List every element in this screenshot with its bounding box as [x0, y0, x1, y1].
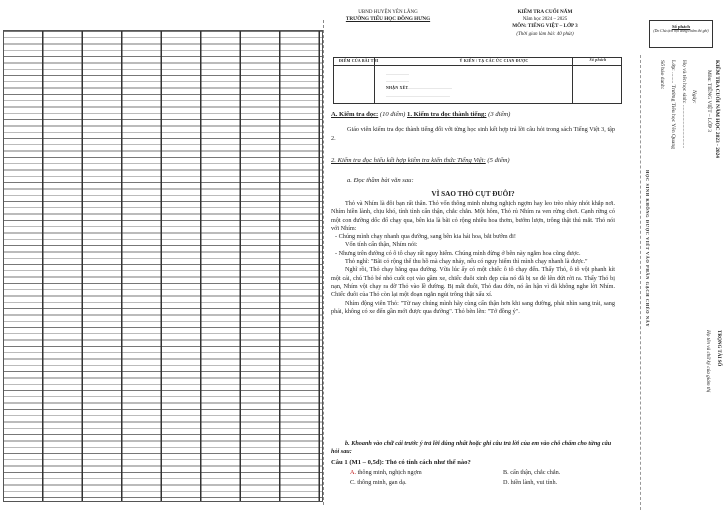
option-letter: B.	[503, 469, 509, 476]
exam-year: Năm học 2024 – 2025	[522, 17, 568, 22]
col-comment-header: Ý KIẾN / TẠ CÁC ỨC CIAN ĐƯỢC	[459, 59, 529, 63]
code-box-note: (Do Chủ tịch hội đồng chấm thi ghi)	[653, 29, 709, 33]
intro-paragraph: Giáo viên kiểm tra đọc thành tiếng đối với từng học sinh kết hợp trả lời câu hỏi trong sách Tiếng Việt 3, tập 2.	[331, 126, 615, 142]
part-1-points: (3 điểm)	[488, 111, 511, 118]
side-exam-title: KIỂM TRA CUỐI NĂM HỌC 2023 - 2024	[714, 60, 720, 158]
code-box-title: Số phách	[671, 24, 690, 29]
part-2-label: 2. Kiểm tra đọc hiểu kết hợp kiểm tra kiến thức Tiếng Việt:	[331, 157, 486, 164]
score-table	[333, 57, 622, 104]
dots-line: .......................	[386, 71, 409, 76]
code-box	[649, 20, 713, 48]
option-c[interactable]	[350, 479, 407, 486]
exam-title: KIỂM TRA CUỐI NĂM	[517, 9, 573, 15]
story-paragraph: Thỏ nghĩ: "Bãi cỏ rộng thế thu hồ mà chạy nhảy, nếu có nguy hiểm thì mình chạy nhanh là được."	[345, 258, 588, 266]
side-date: Ngày:	[691, 90, 697, 104]
ruled-grid-area	[3, 30, 323, 502]
department-name: UBND HUYỆN YÊN LÃNG	[358, 10, 418, 15]
part-2-heading	[331, 157, 621, 164]
story-paragraph: Nhím động viên Thỏ: "Từ nay chúng mình hãy cùng cẩn thận hơn khi sang đường, phải nhìn sang trái, sang phải, không có xe đến gần mới được qua đường". Thỏ bẽn lẽn: "Tớ đồng ý".	[331, 299, 615, 315]
option-a[interactable]	[350, 469, 422, 476]
story-title: VÌ SAO THỎ CỤT ĐUÔI?	[431, 190, 515, 198]
option-letter: A.	[350, 469, 357, 476]
option-letter: C.	[350, 479, 356, 486]
option-letter: D.	[503, 479, 510, 486]
part-a-label: A. Kiểm tra đọc:	[331, 111, 379, 118]
part-a-heading	[331, 111, 631, 118]
side-student-name: Họ và tên học sinh: ...............................	[681, 60, 687, 149]
instruction-a: a. Đọc thầm bài văn sau:	[347, 177, 414, 184]
col-score-header: ĐIỂM CỦA BÀI THI	[339, 59, 379, 63]
side-class-school: Lớp: ........ Trường Tiểu học Yên Quang	[670, 60, 676, 149]
dots-line: ................................................................	[386, 93, 450, 98]
exam-subject: MÔN: TIẾNG VIỆT – LỚP 3	[512, 23, 578, 29]
option-d[interactable]	[503, 479, 557, 486]
col-code-header: Số phách	[589, 58, 607, 62]
option-text: thông minh, nghịch ngợm	[357, 469, 422, 476]
instruction-b: b. Khoanh vào chữ cái trước ý trả lời đúng nhất hoặc ghi câu trả lời của em vào chỗ chấm cho từng câu hỏi sau:	[331, 440, 612, 456]
story-paragraph: Thỏ và Nhím là đôi bạn rất thân. Thỏ vốn thông minh nhưng nghịch ngợm hay leo trèo nhảy nhót khắp nơi. Nhím hiền lành, chịu khó, tính tình cẩn thận, chắc chắn. Một hôm, Thỏ rủ Nhím ra ven rừng chơi. Cạnh rừng có một con đường dốc đổ chạy qua, bên kia là bãi cỏ rộng nhiều hoa thơm, bướm lượn, trông thật thú mắt. Thỏ nói với Nhím:	[331, 200, 615, 232]
side-exam-subject: Môn: TIẾNG VIỆT – LỚP 3	[706, 70, 712, 132]
reading-body	[331, 126, 615, 143]
side-warning: HỌC SINH KHÔNG ĐƯỢC VIẾT VÀO PHẦN GẠCH CHÉO NÀY	[645, 170, 650, 328]
side-proctor: Họ tên và chữ ký của giám thị	[705, 330, 711, 393]
side-proctor-title: TRỌNG TÀI SỐ	[716, 330, 721, 367]
option-text: thông minh, gan dạ.	[357, 479, 407, 486]
side-sbd: Số báo danh:	[659, 60, 665, 90]
option-text: cẩn thận, chắc chắn.	[510, 469, 561, 476]
dots-line: ................................................	[404, 85, 452, 90]
table-divider	[334, 65, 621, 66]
part-a-points: (10 điểm)	[379, 111, 406, 118]
option-b[interactable]	[503, 469, 560, 476]
reviewer-label: NHẬN XÉT	[386, 86, 409, 90]
option-text: hiền lành, vui tính.	[510, 479, 558, 486]
exam-time: (Thời gian làm bài: 40 phút)	[516, 32, 574, 37]
story-paragraph: Nghĩ rồi, Thỏ chạy băng qua đường. Vừa lúc ấy có một chiếc ô tô chạy đến. Thấy Thỏ, ô tô vội phanh kít một cái, chú Thỏ bé nhỏ cuốt cọt vào gầm xe, chiếc đuôi xinh đẹp của nó đã bị xe đè lên đứt rời ra. Thấy Thỏ bị nạn, Nhím vội chạy ra đỡ Thỏ vào lề đường. Bị mất đuôi, Thỏ đau đớn, nó ân hận vì đã không nghe lời Nhím. Chiếc đuôi của Thỏ còn lại một đoạn ngắn ngủi trông thật xấu xí.	[331, 266, 615, 299]
story-paragraph: Vốn tính cẩn thận, Nhím nói:	[345, 241, 418, 249]
question-1: Câu 1 (M1 – 0,5đ): Thỏ có tính cách như thế nào?	[331, 459, 471, 466]
side-fold-line	[640, 55, 641, 510]
story-body	[331, 200, 615, 316]
school-name: TRƯỜNG TIỂU HỌC ĐỒNG HƯNG	[345, 16, 431, 22]
part-2-points: (5 điểm)	[487, 157, 510, 164]
dots-line: .......................	[386, 78, 409, 83]
story-paragraph: - Nhưng trên đường có ô tô chạy rất nguy hiểm. Chúng mình đừng ở bên này ngắm hoa cũng được.	[335, 249, 581, 257]
part-1-label: 1. Kiểm tra đọc thành tiếng:	[407, 111, 487, 118]
fold-line	[323, 20, 324, 505]
story-paragraph: - Chúng mình chạy nhanh qua đường, sang bên kia hái hoa, bắt bướm đi!	[335, 233, 516, 241]
